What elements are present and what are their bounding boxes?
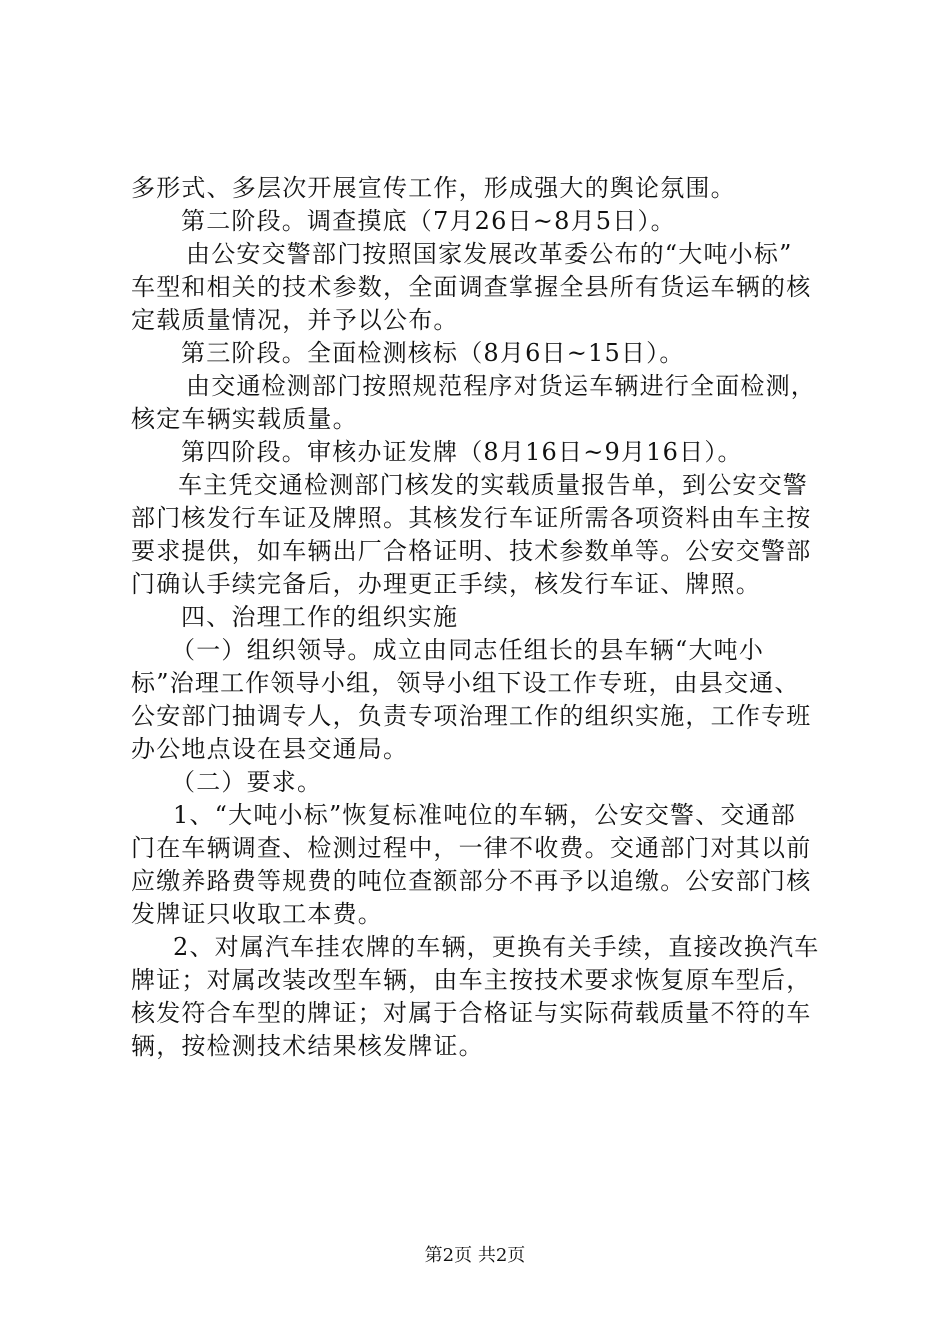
text-line: 发牌证只收取工本费。 [131,900,383,928]
text-line: 核发符合车型的牌证；对属于合格证与实际荷载质量不符的车 [131,999,812,1027]
list-item-2: 2、对属汽车挂农牌的车辆，更换有关手续，直接改换汽车 [173,933,820,961]
text-line: 定载质量情况，并予以公布。 [131,306,459,334]
document-body [131,172,831,1063]
text-line: 门确认手续完备后，办理更正手续，核发行车证、牌照。 [131,570,761,598]
section-heading-stage-2: 第二阶段。调查摸底（7月26日~8月5日）。 [181,207,676,235]
page-number-footer: 第2页 共2页 [424,1245,526,1266]
text-line: 辆，按检测技术结果核发牌证。 [131,1032,484,1060]
text-line: 由公安交警部门按照国家发展改革委公布的“大吨小标” [186,240,793,268]
text-line: 由交通检测部门按照规范程序对货运车辆进行全面检测， [186,372,816,400]
section-heading-4: 四、治理工作的组织实施 [181,603,459,631]
text-line: 车主凭交通检测部门核发的实载质量报告单，到公安交警 [178,471,808,499]
text-line: 部门核发行车证及牌照。其核发行车证所需各项资料由车主按 [131,504,812,532]
text-line: 标”治理工作领导小组，领导小组下设工作专班，由县交通、 [131,669,800,697]
text-line: 车型和相关的技术参数，全面调查掌握全县所有货运车辆的核 [131,273,812,301]
text-line: 办公地点设在县交通局。 [131,735,409,763]
text-line: 牌证；对属改装改型车辆，由车主按技术要求恢复原车型后， [131,966,812,994]
text-line: 门在车辆调查、检测过程中，一律不收费。交通部门对其以前 [131,834,812,862]
section-heading-stage-3: 第三阶段。全面检测核标（8月6日~15日）。 [181,339,685,367]
text-line: 核定车辆实载质量。 [131,405,358,433]
text-line: 公安部门抽调专人，负责专项治理工作的组织实施，工作专班 [131,702,812,730]
list-item-1: 1、“大吨小标”恢复标准吨位的车辆，公安交警、交通部 [173,801,797,829]
text-line: 多形式、多层次开展宣传工作，形成强大的舆论氛围。 [131,174,736,202]
section-heading-stage-4: 第四阶段。审核办证发牌（8月16日~9月16日）。 [181,438,743,466]
text-line: 要求提供，如车辆出厂合格证明、技术参数单等。公安交警部 [131,537,812,565]
subsection-heading-2: （二）要求。 [171,768,323,796]
subsection-heading-1: （一）组织领导。成立由同志任组长的县车辆“大吨小 [171,636,765,664]
text-line: 应缴养路费等规费的吨位查额部分不再予以追缴。公安部门核 [131,867,812,895]
